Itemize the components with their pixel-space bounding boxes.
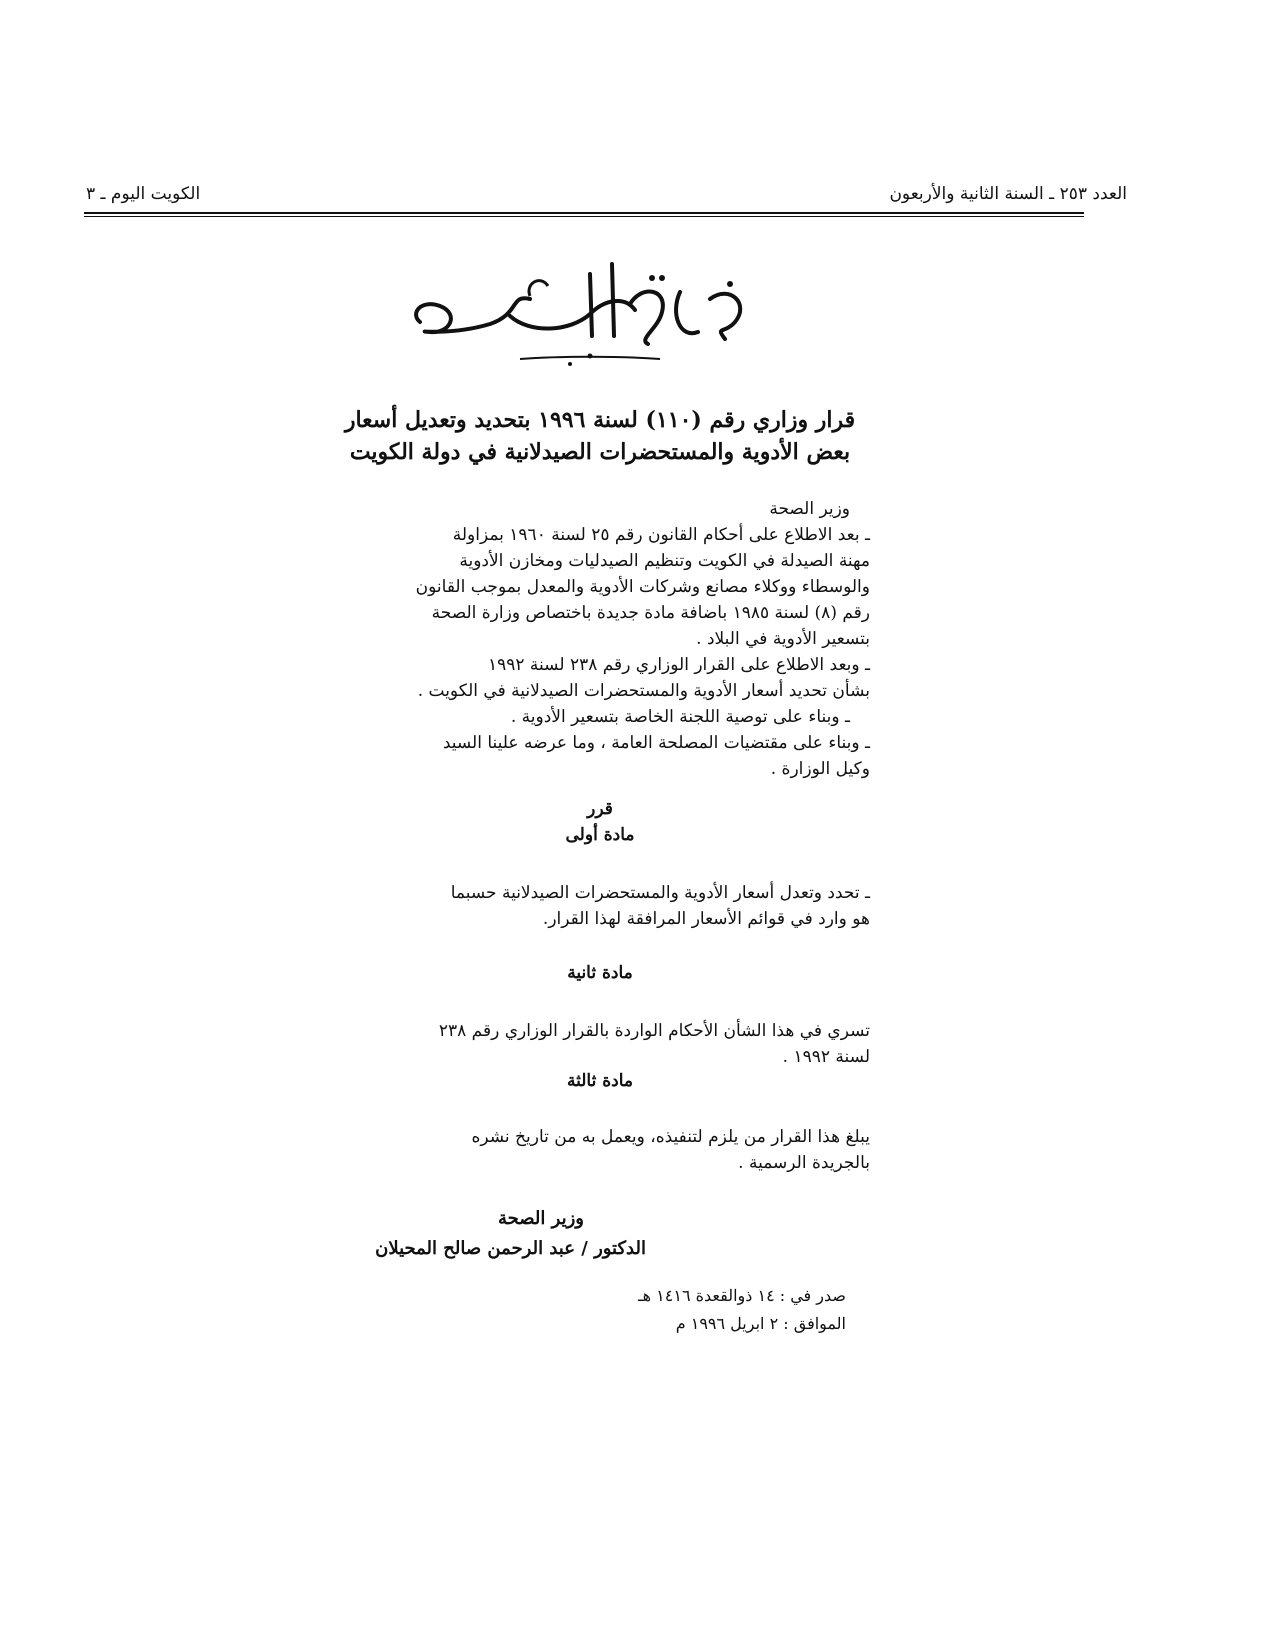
article-line: تسري في هذا الشأن الأحكام الواردة بالقرار الوزاري رقم ٢٣٨	[438, 1021, 870, 1041]
preamble-line: والوسطاء ووكلاء مصانع وشركات الأدوية والمعدل بموجب القانون	[415, 577, 870, 597]
article-3-heading: مادة ثالثة	[566, 1071, 634, 1091]
preamble-line: بتسعير الأدوية في البلاد .	[696, 629, 870, 649]
signature-title: وزير الصحة	[498, 1208, 584, 1229]
hijri-date: صدر في : ١٤ ذوالقعدة ١٤١٦ هـ	[637, 1286, 846, 1305]
preamble-line: وكيل الوزارة .	[770, 759, 870, 779]
header-rule	[84, 212, 1084, 214]
article-line: هو وارد في قوائم الأسعار المرافقة لهذا القرار.	[542, 909, 870, 929]
header-rule-thin	[84, 216, 1084, 217]
decree-title	[330, 404, 870, 468]
article-line: بالجريدة الرسمية .	[738, 1153, 870, 1173]
article-line: يبلغ هذا القرار من يلزم لتنفيذه، ويعمل به من تاريخ نشره	[471, 1127, 870, 1147]
article-2-heading: مادة ثانية	[567, 963, 633, 983]
signature-name: الدكتور / عبد الرحمن صالح المحيلان	[375, 1238, 646, 1259]
preamble-line: بشأن تحديد أسعار الأدوية والمستحضرات الصيدلانية في الكويت .	[417, 681, 870, 701]
article-1-body	[330, 880, 870, 932]
issue-header: العدد ٢٥٣ ـ السنة الثانية والأربعون	[889, 184, 1127, 204]
decision-heading: قرر	[587, 799, 613, 819]
preamble-line: ـ وبناء على توصية اللجنة الخاصة بتسعير الأدوية .	[510, 707, 850, 727]
ministry-calligraphy-logo	[380, 244, 780, 374]
preamble-line: ـ وبناء على مقتضيات المصلحة العامة ، وما عرضه علينا السيد	[442, 733, 870, 753]
article-line: لسنة ١٩٩٢ .	[782, 1047, 870, 1067]
article-2-body	[330, 1018, 870, 1070]
preamble-line: مهنة الصيدلة في الكويت وتنظيم الصيدليات ومخازن الأدوية	[459, 551, 870, 571]
title-line-1: قرار وزاري رقم (١١٠) لسنة ١٩٩٦ بتحديد وتعديل أسعار	[344, 407, 856, 433]
article-3-body	[330, 1124, 870, 1176]
preamble-line: رقم (٨) لسنة ١٩٨٥ باضافة مادة جديدة باختصاص وزارة الصحة	[431, 603, 870, 623]
article-1-heading: مادة أولى	[565, 825, 635, 845]
signature-block	[330, 1204, 870, 1264]
gregorian-date: الموافق : ٢ ابريل ١٩٩٦ م	[675, 1314, 846, 1333]
preamble-line: ـ وبعد الاطلاع على القرار الوزاري رقم ٢٣٨ لسنة ١٩٩٢	[488, 655, 870, 675]
newspaper-header: الكويت اليوم ـ ٣	[86, 184, 201, 204]
preamble-line: وزير الصحة	[769, 499, 850, 519]
title-line-2: بعض الأدوية والمستحضرات الصيدلانية في دولة الكويت	[349, 439, 851, 465]
article-line: ـ تحدد وتعدل أسعار الأدوية والمستحضرات الصيدلانية حسبما	[450, 883, 870, 903]
preamble	[330, 496, 870, 782]
issue-dates	[400, 1282, 870, 1338]
preamble-line: ـ بعد الاطلاع على أحكام القانون رقم ٢٥ لسنة ١٩٦٠ بمزاولة	[452, 525, 870, 545]
